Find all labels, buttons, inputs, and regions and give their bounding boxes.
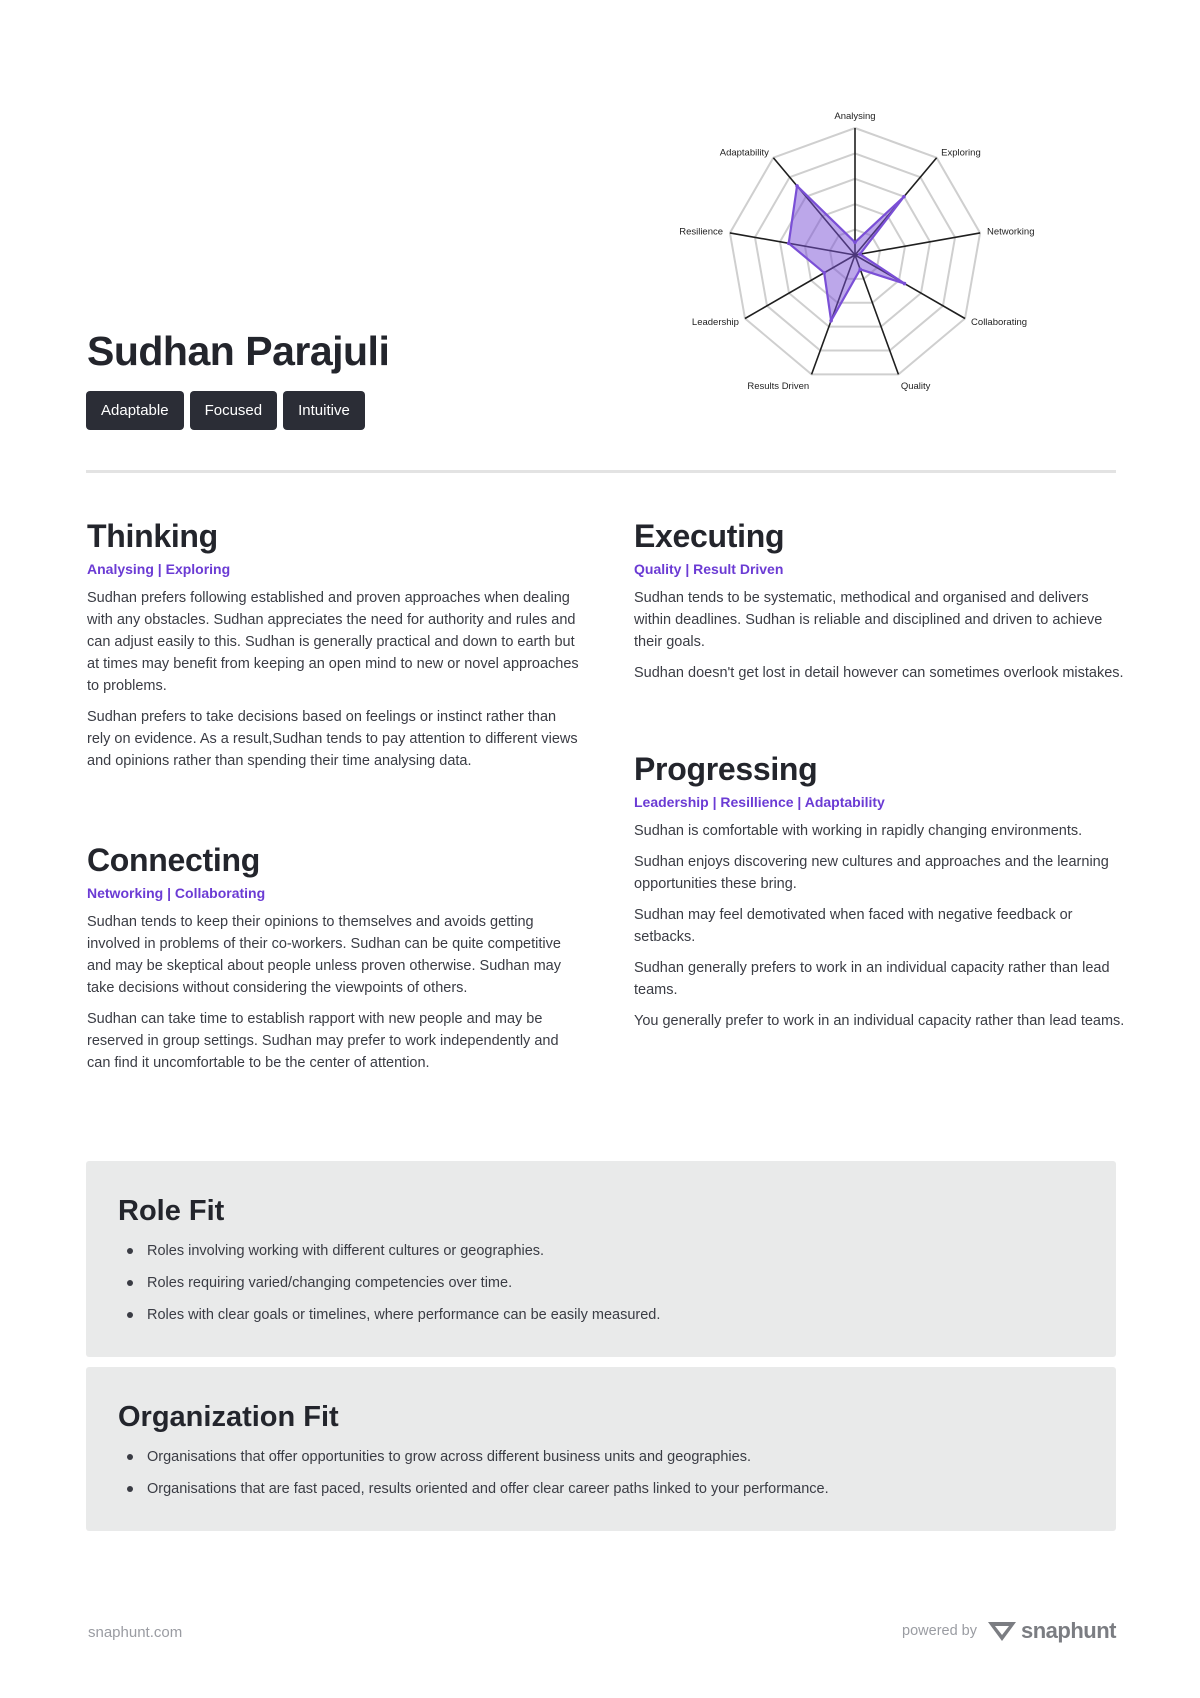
- footer-branding: [902, 1618, 1116, 1644]
- radar-data-point: [858, 252, 862, 256]
- powered-by-label: powered by: [902, 1623, 977, 1639]
- org-fit-panel: [86, 1367, 1116, 1531]
- list-item-text: Roles involving working with different cultures or geographies.: [147, 1243, 545, 1259]
- list-item: [118, 1446, 1084, 1468]
- bullet-icon: [127, 1248, 133, 1254]
- header-divider: [86, 470, 1116, 473]
- list-item: [118, 1304, 1084, 1326]
- section-subtitle: Analysing | Exploring: [87, 561, 231, 577]
- list-item-text: Organisations that offer opportunities to grow across different business units and geographies.: [147, 1449, 751, 1465]
- snaphunt-wordmark: snaphunt: [1021, 1618, 1116, 1643]
- radar-axis-label: Exploring: [941, 147, 981, 159]
- section-thinking: [87, 518, 582, 781]
- section-subtitle: Quality | Result Driven: [634, 561, 784, 577]
- radar-data-point: [858, 268, 862, 272]
- section-paragraph: Sudhan can take time to establish rapport with new people and may be reserved in group settings. Sudhan may prefer to work independently and can find it uncomfortable to be the center of attention.: [87, 1011, 559, 1071]
- list-item-text: Roles requiring varied/changing competencies over time.: [147, 1275, 513, 1291]
- section-title: Connecting: [87, 842, 260, 878]
- role-fit-panel: [86, 1161, 1116, 1357]
- radar-data-point: [787, 242, 791, 246]
- radar-axis-label: Leadership: [691, 317, 739, 328]
- section-executing: [634, 518, 1129, 693]
- radar-data-point: [903, 282, 907, 286]
- section-connecting: [87, 842, 582, 1083]
- radar-axis-label: Analysing: [834, 111, 876, 122]
- trait-tags: [86, 391, 365, 430]
- org-fit-title: Organization Fit: [118, 1401, 339, 1433]
- section-subtitle: Leadership | Resillience | Adaptability: [634, 794, 885, 810]
- section-paragraph: Sudhan generally prefers to work in an individual capacity rather than lead teams.: [634, 960, 1110, 998]
- section-paragraph: Sudhan doesn't get lost in detail however can sometimes overlook mistakes.: [634, 665, 1124, 681]
- radar-data-point: [829, 319, 833, 323]
- section-paragraph: Sudhan enjoys discovering new cultures and approaches and the learning opportunities these bring.: [634, 854, 1109, 892]
- section-paragraph: Sudhan tends to be systematic, methodical and organised and delivers within deadlines. Sudhan is reliable and disciplined and driven to achieve their goals.: [634, 590, 1103, 650]
- section-paragraph: Sudhan prefers following established and proven approaches when dealing with any obstacles. Sudhan appreciates the need for authority and rules and can adjust easily to this. Sudhan is generally practical and down to earth but at times may benefit from keeping an open mind to new or novel approaches to problems.: [87, 590, 579, 694]
- bullet-icon: [127, 1454, 133, 1460]
- section-subtitle: Networking | Collaborating: [87, 885, 266, 901]
- section-title: Progressing: [634, 751, 818, 787]
- list-item: [118, 1478, 1084, 1500]
- section-paragraph: Sudhan prefers to take decisions based on feelings or instinct rather than rely on evidence. As a result,Sudhan tends to pay attention to different views and opinions rather than spending their time analysing data.: [87, 709, 578, 769]
- radar-axis-label: Results Driven: [747, 380, 810, 392]
- role-fit-title: Role Fit: [118, 1195, 225, 1227]
- competency-radar-chart: [670, 100, 1060, 400]
- section-paragraph: Sudhan tends to keep their opinions to themselves and avoids getting involved in problems of their co-workers. Sudhan can be quite competitive and may be skeptical about people unless proven otherwise. Sudhan may take decisions without considering the viewpoints of others.: [87, 914, 561, 996]
- bullet-icon: [127, 1486, 133, 1492]
- radar-axis-label: Adaptability: [719, 147, 769, 159]
- radar-axis-label: Networking: [986, 226, 1035, 238]
- radar-data-point: [795, 184, 799, 188]
- snaphunt-logo-icon: [987, 1620, 1017, 1642]
- radar-data-point: [853, 241, 857, 245]
- radar-data-area: [789, 186, 905, 321]
- radar-axis-label: Collaborating: [971, 317, 1028, 328]
- section-title: Thinking: [87, 518, 218, 554]
- section-paragraph: You generally prefer to work in an individual capacity rather than lead teams.: [634, 1013, 1125, 1029]
- candidate-name: Sudhan Parajuli: [87, 328, 390, 374]
- radar-axis-label: Quality: [900, 380, 931, 392]
- bullet-icon: [127, 1280, 133, 1286]
- snaphunt-logo[interactable]: [987, 1618, 1116, 1644]
- trait-tag: Focused: [190, 391, 278, 430]
- radar-axis-label: Resilience: [679, 226, 724, 238]
- bullet-icon: [127, 1312, 133, 1318]
- list-item-text: Roles with clear goals or timelines, where performance can be easily measured.: [147, 1307, 661, 1323]
- radar-chart-svg: [670, 100, 1060, 400]
- section-paragraph: Sudhan is comfortable with working in rapidly changing environments.: [634, 823, 1083, 839]
- trait-tag: Adaptable: [86, 391, 184, 430]
- role-fit-list: [118, 1240, 1084, 1326]
- section-progressing: [634, 751, 1129, 1041]
- footer-site-link[interactable]: snaphunt.com: [88, 1624, 183, 1641]
- list-item: [118, 1240, 1084, 1262]
- radar-data-point: [902, 195, 906, 199]
- radar-data-point: [822, 271, 826, 275]
- list-item-text: Organisations that are fast paced, results oriented and offer clear career paths linked to your performance.: [147, 1481, 829, 1497]
- section-paragraph: Sudhan may feel demotivated when faced with negative feedback or setbacks.: [634, 907, 1073, 945]
- section-title: Executing: [634, 518, 785, 554]
- org-fit-list: [118, 1446, 1084, 1500]
- list-item: [118, 1272, 1084, 1294]
- trait-tag: Intuitive: [283, 391, 365, 430]
